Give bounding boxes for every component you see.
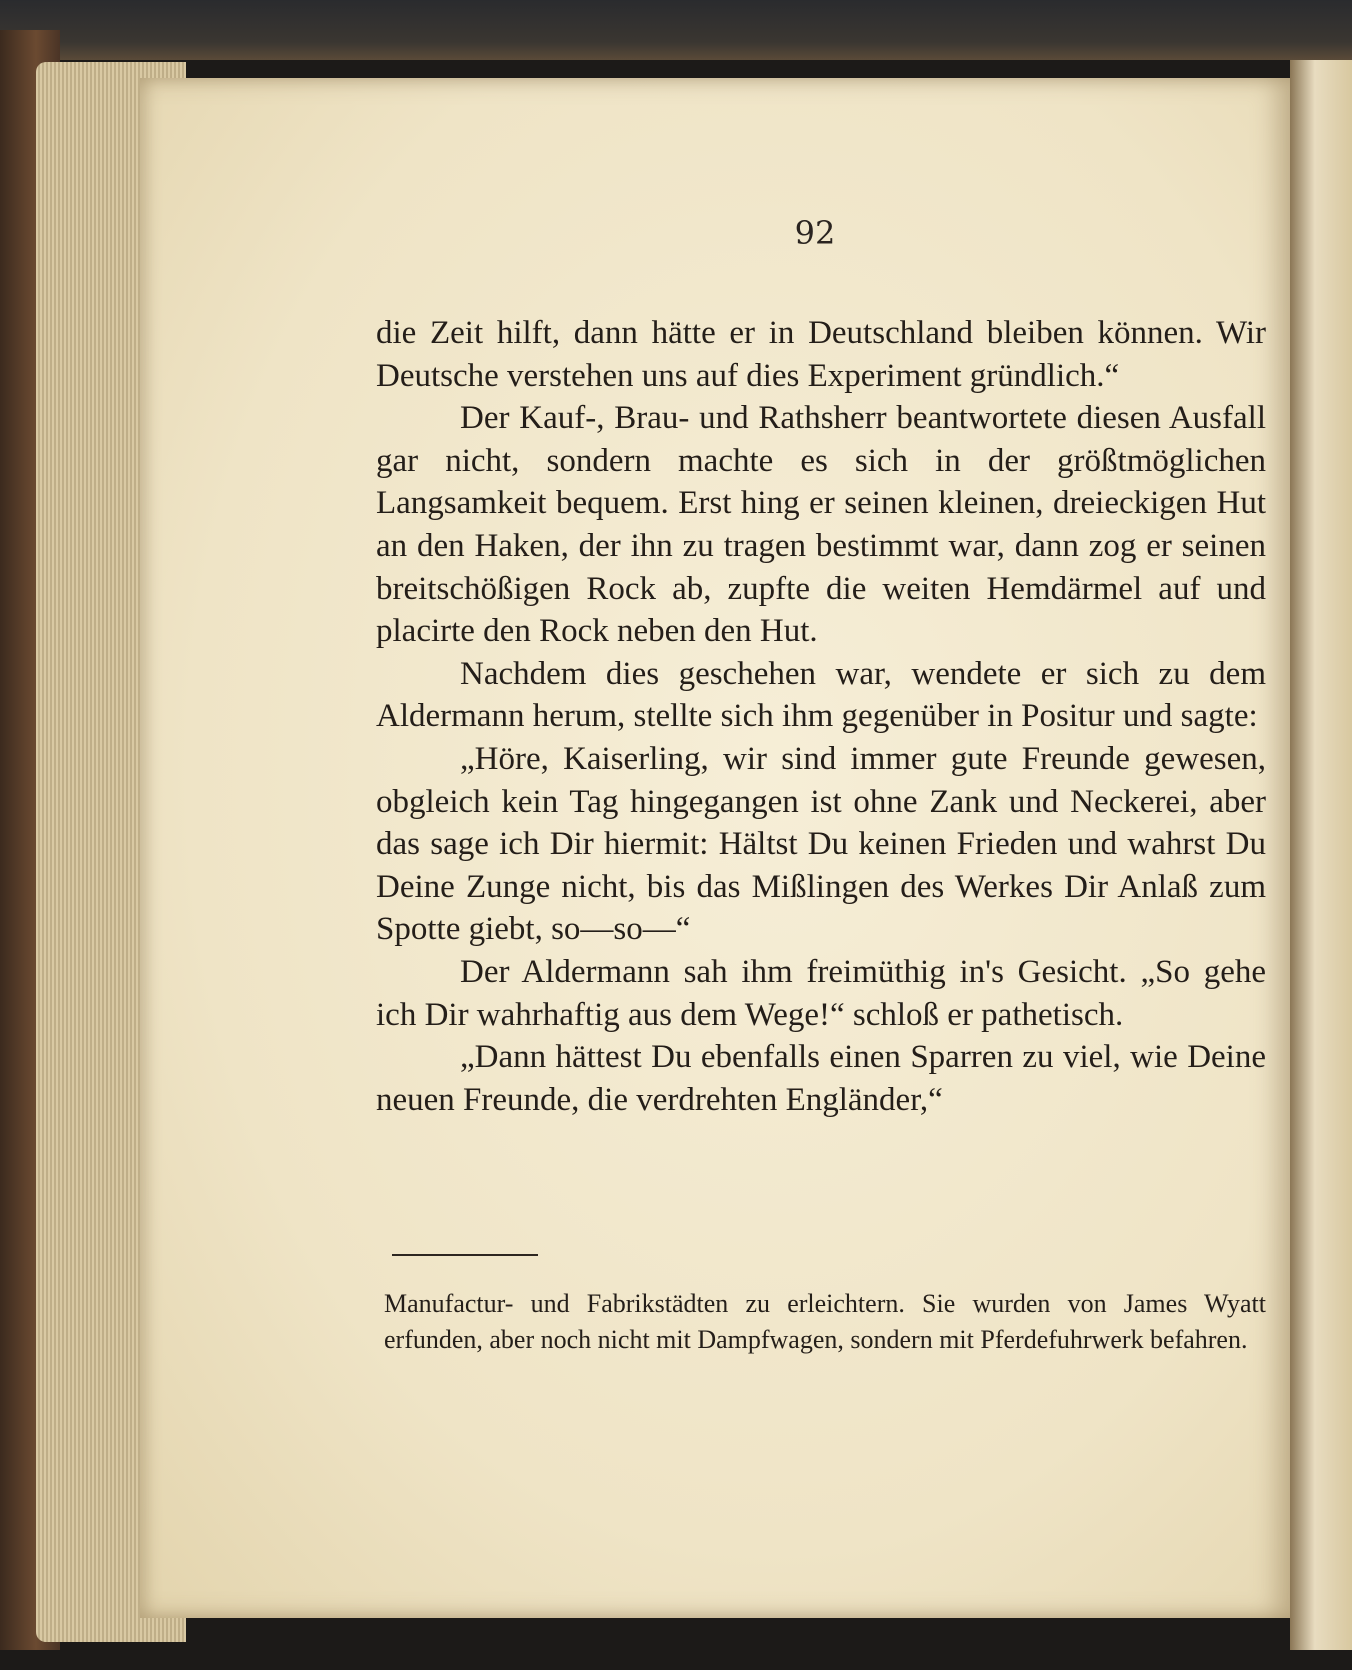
main-text <box>376 312 1266 1121</box>
page-number: 92 <box>794 214 836 252</box>
footnote-divider <box>392 1254 538 1256</box>
paragraph: „Höre, Kaiserling, wir sind immer gute Freunde gewesen, obgleich kein Tag hingegangen ist ohne Zank und Neckerei, aber das sage ich Dir hiermit: Hältst Du keinen Frieden und wahrst Du Deine Zunge nicht, bis das Mißlingen des Werkes Dir Anlaß zum Spotte giebt, so—so—“ <box>376 740 1266 948</box>
book-spine-top <box>0 0 1352 60</box>
paragraph: Nachdem dies geschehen war, wendete er sich zu dem Aldermann herum, stellte sich ihm gegenüber in Positur und sagte: <box>376 655 1266 735</box>
paragraph: „Dann hättest Du ebenfalls einen Sparren zu viel, wie Deine neuen Freunde, die verdrehten Engländer,“ <box>376 1039 1266 1118</box>
paragraph: Der Kauf-, Brau- und Rathsherr beantwortete diesen Ausfall gar nicht, sondern machte es sich in der größtmöglichen Langsamkeit bequem. Erst hing er seinen kleinen, dreieckigen Hut an den Haken, der ihn zu tragen bestimmt war, dann zog er seinen breitschößigen Rock ab, zupfte die weiten Hemdärmel auf und placirte den Rock neben den Hut. <box>376 400 1266 650</box>
paragraph: Der Aldermann sah ihm freimüthig in's Gesicht. „So gehe ich Dir wahrhaftig aus dem Wege!“ schloß er pathetisch. <box>376 953 1266 1033</box>
facing-page-edge <box>1290 60 1352 1650</box>
paragraph: die Zeit hilft, dann hätte er in Deutschland bleiben können. Wir Deutsche verstehen uns auf dies Experiment gründlich.“ <box>376 315 1266 394</box>
footnote: Manufactur- und Fabrikstädten zu erleichtern. Sie wurden von James Wyatt erfunden, aber noch nicht mit Dampfwagen, sondern mit Pferdefuhrwerk befahren. <box>384 1289 1266 1354</box>
